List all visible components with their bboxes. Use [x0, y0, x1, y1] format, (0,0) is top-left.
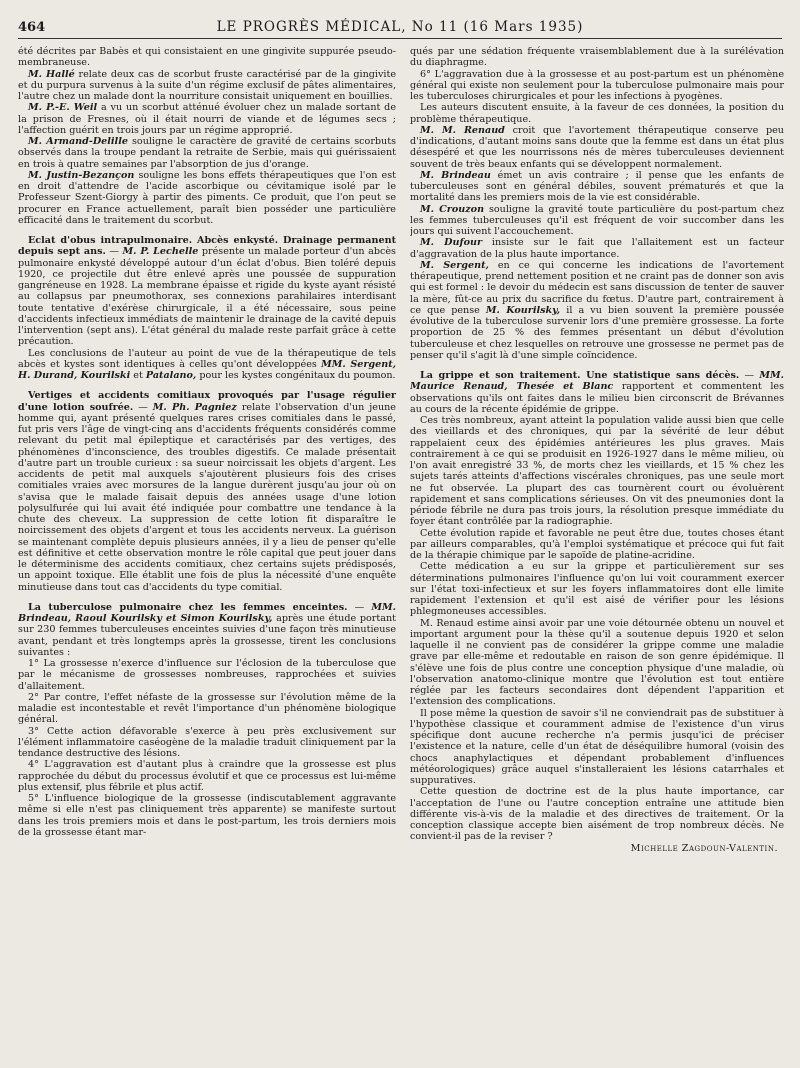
paragraph: M. Renaud estime ainsi avoir par une voie détournée obtenu un nouvel et important argument pour la thèse qu'il a soutenue depuis 1920 et selon laquelle il ne convient pas de considérer la grippe comme une maladie grave par elle-même et redoutable en raison de son genre épidémique. Il s'élève une fois de plus contre une conception physique d'une maladie, où l'observation anatomo-clinique montre que l'évolution est tout entière réglée par les facteurs secondaires dont dépendent l'apparition et l'extension des complications.	[410, 617, 784, 708]
section-title: Eclat d'obus intrapulmonaire. Abcès enkysté. Drainage permanent depuis sept ans.	[18, 235, 396, 258]
left-column	[18, 46, 396, 1051]
paragraph: qués par une sédation fréquente vraisemblablement due à la surélévation du diaphragme.	[410, 46, 784, 69]
paragraph: 5° L'influence biologique de la grossesse (indiscutablement aggravante même si elle n'est pas cliniquement très apparente) se manifeste surtout dans les trois premiers mois et dans le post-partum, les trois derniers mois de la grossesse étant mar-	[18, 793, 396, 838]
section-title: La tuberculose pulmonaire chez les femmes enceintes.	[28, 601, 348, 613]
paragraph: Il pose même la question de savoir s'il ne conviendrait pas de substituer à l'hypothèse classique et couramment admise de l'existence d'un virus spécifique dont aucune recherche n'a permis jusqu'ici de préciser l'existence et la nature, celle d'un état de déséquilibre humoral (voisin des chocs anaphylactiques et dépendant probablement d'influences météorologiques) grâce auquel s'installeraient les lésions catarrhales et suppuratives.	[410, 707, 784, 786]
paragraph: M. M. Renaud croit que l'avortement thérapeutique conserve peu d'indications, d'autant moins sans doute que la femme est dans un état plus désespéré et que les nourrissons nés de mères tuberculeuses deviennent souvent de très beaux enfants qui se développent normalement.	[410, 124, 784, 170]
paragraph: M. Sergent, en ce qui concerne les indications de l'avortement thérapeutique, prend nettement position et ne craint pas de donner son avis qui est formel : le devoir du médecin est sans discussion de tenter de sauver la mère, fût-ce au prix du sacrifice du fœtus. D'autre part, contrairement à ce que pense M. Kourilsky, il a vu bien souvent la première poussée évolutive de la tuberculose survenir lors d'une première grossesse. La forte proportion de 25 % des femmes présentant un début d'évolution tuberculeuse et chez lesquelles on retrouve une grossesse ne permet pas de penser qu'il s'agit là d'une simple coïncidence.	[410, 259, 784, 361]
paragraph: été décrites par Babès et qui consistaient en une gingivite suppurée pseudo-membraneuse.	[18, 46, 396, 69]
paragraph: M. Justin-Bezançon souligne les bons effets thérapeutiques que l'on est en droit d'attendre de l'acide ascorbique ou cévitamique isolé par le Professeur Szent-Giorgy à partir des piments. Ce produit, que l'on peut se procurer en France actuellement, paraît bien posséder une particulière efficacité dans le traitement du scorbut.	[18, 169, 396, 226]
paragraph: Cette évolution rapide et favorable ne peut être due, toutes choses étant par ailleurs comparables, qu'à l'emploi systématique et précoce qui fut fait de la thérapie chimique par le sapoïde de platine-acridine.	[410, 527, 784, 561]
paragraph: M. Hallé relate deux cas de scorbut fruste caractérisé par de la gingivite et du purpura survenus à la suite d'un régime exclusif de pâtes alimentaires, l'autre chez un malade dont la nourriture consistait uniquement en bouillies.	[18, 68, 396, 102]
paragraph: M. Crouzon souligne la gravité toute particulière du post-partum chez les femmes tuberculeuses qu'il est fréquent de voir succomber dans les jours qui suivent l'accouchement.	[410, 203, 784, 237]
paragraph: Ces très nombreux, ayant atteint la population valide aussi bien que celle des vieillards et des chroniques, qui par la sévérité de leur début rappelaient ceux des épidémies antérieures les plus graves. Mais contrairement à ce qui se produisit en 1926-1927 dans le même milieu, où l'on avait enregistré 33 %, de morts chez les vieillards, et 15 % chez les sujets tarés atteints d'affections viscérales chroniques, pas une seule mort ne fut observée. La plupart des cas tournèrent court ou évoluèrent rapidement et sans complications sérieuses. On vit des pneumonies dont la période fébrile ne dura pas trois jours, la résolution presque immédiate du foyer étant contrôlée par la radiographie.	[410, 415, 784, 528]
paragraph: M. Brindeau émet un avis contraire ; il pense que les enfants de tuberculeuses sont en général débiles, souvent prématurés et que la mortalité dans les premiers mois de la vie est considérable.	[410, 169, 784, 204]
paragraph: M. Armand-Delille souligne le caractère de gravité de certains scorbuts observés dans la troupe pendant la retraite de Serbie, mais qui guérissaient en trois à quatre semaines par l'absorption de jus d'orange.	[18, 136, 396, 170]
section-title: Vertiges et accidents comitiaux provoqués par l'usage régulier d'une lotion soufrée.	[18, 390, 396, 413]
paragraph: M. P.-E. Weil a vu un scorbut atténué évoluer chez un malade sortant de la prison de Fresnes, où il était nourri de viande et de légumes secs ; l'affection guérit en trois jours par un régime approprié.	[18, 102, 396, 136]
paragraph: Les conclusions de l'auteur au point de vue de la thérapeutique de tels abcès et kystes sont identiques à celles qu'ont développées MM. Sergent, H. Durand, Kourilski et Patalano, pour les kystes congénitaux du poumon.	[18, 347, 396, 381]
paragraph: Les auteurs discutent ensuite, à la faveur de ces données, la position du problème thérapeutique.	[410, 102, 784, 125]
section-grippe: La grippe et son traitement. Une statistique sans décès. — MM. Maurice Renaud, Thesée et Blanc rapportent et commentent les observations qu'ils ont faites dans le milieu bien circonscrit de Brévannes au cours de la récente épidémie de grippe.	[410, 370, 784, 415]
author-signature: Michelle Zagdoun-Valentin.	[630, 842, 778, 854]
paragraph: M. Dufour insiste sur le fait que l'allaitement est un facteur d'aggravation de la plus haute importance.	[410, 237, 784, 260]
paragraph: 3° Cette action défavorable s'exerce à peu près exclusivement sur l'élément inflammatoire caséogène de la maladie traduit cliniquement par la tendance destructive des lésions.	[18, 725, 396, 759]
paragraph: 4° L'aggravation est d'autant plus à craindre que la grossesse est plus rapprochée du début du processus évolutif et que ce processus est lui-même plus extensif, plus fébrile et plus actif.	[18, 759, 396, 793]
section-eclat-obus: Eclat d'obus intrapulmonaire. Abcès enkysté. Drainage permanent depuis sept ans. — M. P. Lechelle présente un malade porteur d'un abcès pulmonaire enkysté développé autour d'un éclat d'obus. Bien toléré depuis 1920, ce projectile dut être enlevé après une poussée de suppuration gangréneuse en 1928. La membrane épaisse et rigide du kyste ayant résisté au collapsus par pneumothorax, ses connexions parahilaires interdisant toute tentative d'exérèse chirurgicale, il a été nécessaire, sous peine d'accidents infectieux immédiats de maintenir le drainage de la cavité depuis l'intervention (sept ans). L'état général du malade reste parfait grâce à cette précaution.	[18, 235, 396, 348]
section-tuberculose: La tuberculose pulmonaire chez les femmes enceintes. — MM. Brindeau, Raoul Kourilsky et Simon Kourilsky, après une étude portant sur 230 femmes tuberculeuses enceintes suivies d'une façon très minutieuse avant, pendant et très longtemps après la grossesse, tirent les conclusions suivantes :	[18, 601, 396, 658]
right-column	[410, 46, 784, 1051]
paragraph: 6° L'aggravation due à la grossesse et au post-partum est un phénomène général qui existe non seulement pour la tuberculose pulmonaire mais pour les tuberculoses chirurgicales et pour les infections à pyogènes.	[410, 68, 784, 102]
paragraph: Cette question de doctrine est de la plus haute importance, car l'acceptation de l'une ou l'autre conception entraîne une attitude bien différente vis-à-vis de la maladie et des directives de traitement. Or la conception classique accepte bien aisément de trop nombreux décès. Ne convient-il pas de la reviser ?	[410, 786, 784, 843]
page-number: 464	[18, 20, 46, 35]
paragraph: 2° Par contre, l'effet néfaste de la grossesse sur l'évolution même de la maladie est incontestable et revêt l'importance d'un phénomène biologique général.	[18, 691, 396, 726]
paragraph: 1° La grossesse n'exerce d'influence sur l'éclosion de la tuberculose que par le mécanisme de grossesses nombreuses, rapprochées et suivies d'allaitement.	[18, 658, 396, 692]
section-vertiges: Vertiges et accidents comitiaux provoqués par l'usage régulier d'une lotion soufrée. — M. Ph. Pagniez relate l'observation d'un jeune homme qui, ayant présenté quelques rares crises comitiales dans le passé, fut pris vers l'âge de vingt-cinq ans d'accidents fréquents considérés comme relevant du petit mal épileptique et caractérisés par des vertiges, des phénomènes d'inconscience, des troubles digestifs. Ce malade présentait d'autre part un trouble curieux : sa sueur noircissait les objets d'argent. Les accidents de petit mal auxquels s'ajoutèrent plusieurs fois des crises comitiales vraies avec morsures de la langue durèrent jusqu'au jour où on s'avisa que le malade faisait depuis des années usage d'une lotion polysulfurée qui lui avait été indiquée pour combattre une tendance à la chute des cheveux. La suppression de cette lotion fit disparaître le noircissement des objets d'argent et tous les accidents nerveux. La guérison se maintenant complète depuis plusieurs années, il y a lieu de penser qu'elle est définitive et cette observation montre le rôle capital que peut jouer dans le déterminisme des accidents comitiaux, chez certains sujets prédisposés, un appoint toxique. Elle établit une fois de plus la nécessité d'une enquête minutieuse dans tout cas d'accidents du type comitial.	[18, 390, 396, 593]
running-title: LE PROGRÈS MÉDICAL, No 11 (16 Mars 1935)	[216, 19, 584, 35]
section-title: La grippe et son traitement. Une statistique sans décès.	[420, 370, 740, 381]
paragraph: Cette médication a eu sur la grippe et particulièrement sur ses déterminations pulmonaires l'influence qu'on lui voit couramment exercer sur l'état toxi-infectieux et sur les foyers inflammatoires dont elle limite rapidement l'extension et qu'il est aisé de vérifier pour les lésions phlegmoneuses accessibles.	[410, 561, 784, 618]
page-header	[18, 14, 782, 39]
